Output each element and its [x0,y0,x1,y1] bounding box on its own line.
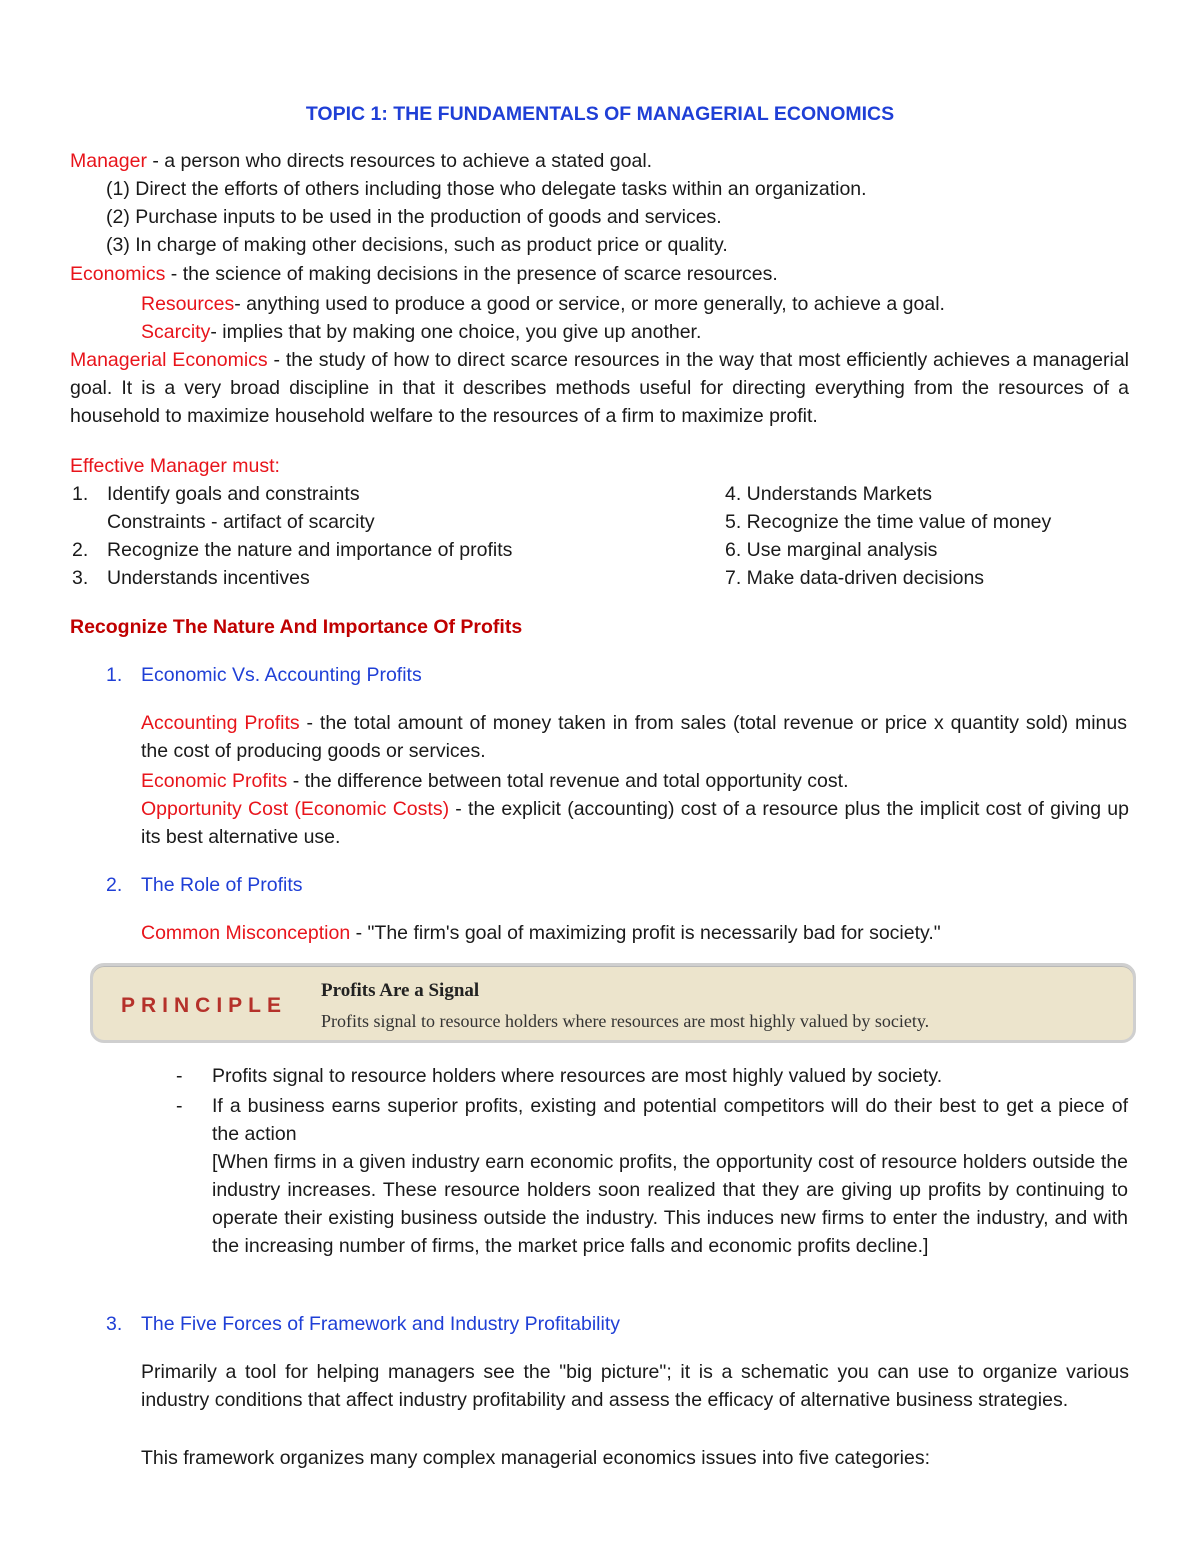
effective-item-5: 5. Recognize the time value of money [725,511,1052,533]
effective-item-1: Identify goals and constraints [107,483,360,505]
sub3-number: 3. [106,1313,123,1335]
effective-manager-heading: Effective Manager must: [70,455,280,477]
effective-item-7: 7. Make data-driven decisions [725,567,985,589]
managerial-economics-def: - the study of how to direct scarce resources in the way that most efficiently achieves a managerial goal. It is a very broad discipline in that it describes methods useful for directing everything from the resources of a household to maximize household welfare to the resources of a firm to maximize profit. [70,349,1129,427]
sub1-number: 1. [106,664,123,686]
bullet-dash-1: - [176,1065,183,1087]
five-forces-paragraph-2: This framework organizes many complex managerial economics issues into five categories: [141,1447,930,1469]
sub1-title: Economic Vs. Accounting Profits [141,664,422,686]
resources-term: Resources [141,293,235,315]
five-forces-paragraph-1: Primarily a tool for helping managers see the "big picture"; it is a schematic you can use to organize various industry conditions that affect industry profitability and assess the efficacy of alternative business strategies. [141,1361,1129,1411]
sub3-title: The Five Forces of Framework and Industry Profitability [141,1313,620,1335]
manager-definition [70,147,652,175]
misconception-term: Common Misconception [141,922,351,944]
effective-num-3: 3. [72,567,89,589]
manager-item-2: (2) Purchase inputs to be used in the production of goods and services. [106,206,722,228]
manager-def: - a person who directs resources to achieve a stated goal. [146,150,653,172]
sub2-title: The Role of Profits [141,874,303,896]
section-heading: Recognize The Nature And Importance Of Profits [70,616,523,638]
bullet-item-2: If a business earns superior profits, existing and potential competitors will do their best to get a piece of the action [212,1095,1128,1145]
economics-definition [70,260,778,288]
sub2-number: 2. [106,874,123,896]
economic-profits-term: Economic Profits [141,770,288,792]
principle-label: PRINCIPLE [121,994,288,1017]
managerial-economics-term: Managerial Economics [70,349,268,371]
economics-def: - the science of making decisions in the presence of scarce resources. [165,263,778,285]
manager-term: Manager [70,150,147,172]
bracket-paragraph: [When firms in a given industry earn economic profits, the opportunity cost of resource holders outside the industry increases. These resource holders soon realized that they are giving up profits by continuing to operate their existing business outside the industry. This induces new firms to enter the industry, and with the increasing number of firms, the market price falls and economic profits decline.] [212,1151,1128,1257]
bullet-item-1: Profits signal to resource holders where resources are most highly valued by society. [212,1065,943,1087]
accounting-profits-term: Accounting Profits [141,712,300,734]
opportunity-cost-definition [141,795,1129,851]
principle-text: Profits signal to resource holders where resources are most highly valued by society. [321,1011,930,1031]
effective-num-2: 2. [72,539,89,561]
scarcity-term: Scarcity [141,321,211,343]
scarcity-definition [141,318,701,346]
effective-num-1: 1. [72,483,89,505]
resources-def: - anything used to produce a good or service, or more generally, to achieve a goal. [234,293,945,315]
opportunity-cost-term: Opportunity Cost (Economic Costs) [141,798,450,820]
principle-title: Profits Are a Signal [321,980,480,1001]
accounting-profits-def: - the total amount of money taken in from sales (total revenue or price x quantity sold) minus the cost of producing goods or services. [141,712,1127,762]
bullet-dash-2: - [176,1095,183,1117]
accounting-profits-definition [141,709,1127,765]
effective-item-6: 6. Use marginal analysis [725,539,938,561]
page-title: TOPIC 1: THE FUNDAMENTALS OF MANAGERIAL ECONOMICS [305,103,895,125]
managerial-economics-definition [70,346,1129,430]
resources-definition [141,290,945,318]
misconception-def: - "The firm's goal of maximizing profit is necessarily bad for society." [350,922,941,944]
principle-box [90,963,1136,1043]
manager-item-3: (3) In charge of making other decisions, such as product price or quality. [106,234,728,256]
economics-term: Economics [70,263,166,285]
effective-item-1-note: Constraints - artifact of scarcity [107,511,375,533]
effective-item-3: Understands incentives [107,567,310,589]
effective-item-4: 4. Understands Markets [725,483,933,505]
manager-item-1: (1) Direct the efforts of others including those who delegate tasks within an organization. [106,178,867,200]
scarcity-def: - implies that by making one choice, you give up another. [210,321,702,343]
opportunity-cost-def: - the explicit (accounting) cost of a resource plus the implicit cost of giving up its best alternative use. [141,798,1129,848]
economic-profits-def: - the difference between total revenue and total opportunity cost. [287,770,849,792]
misconception-definition [141,919,941,947]
economic-profits-definition [141,767,848,795]
effective-item-2: Recognize the nature and importance of profits [107,539,513,561]
